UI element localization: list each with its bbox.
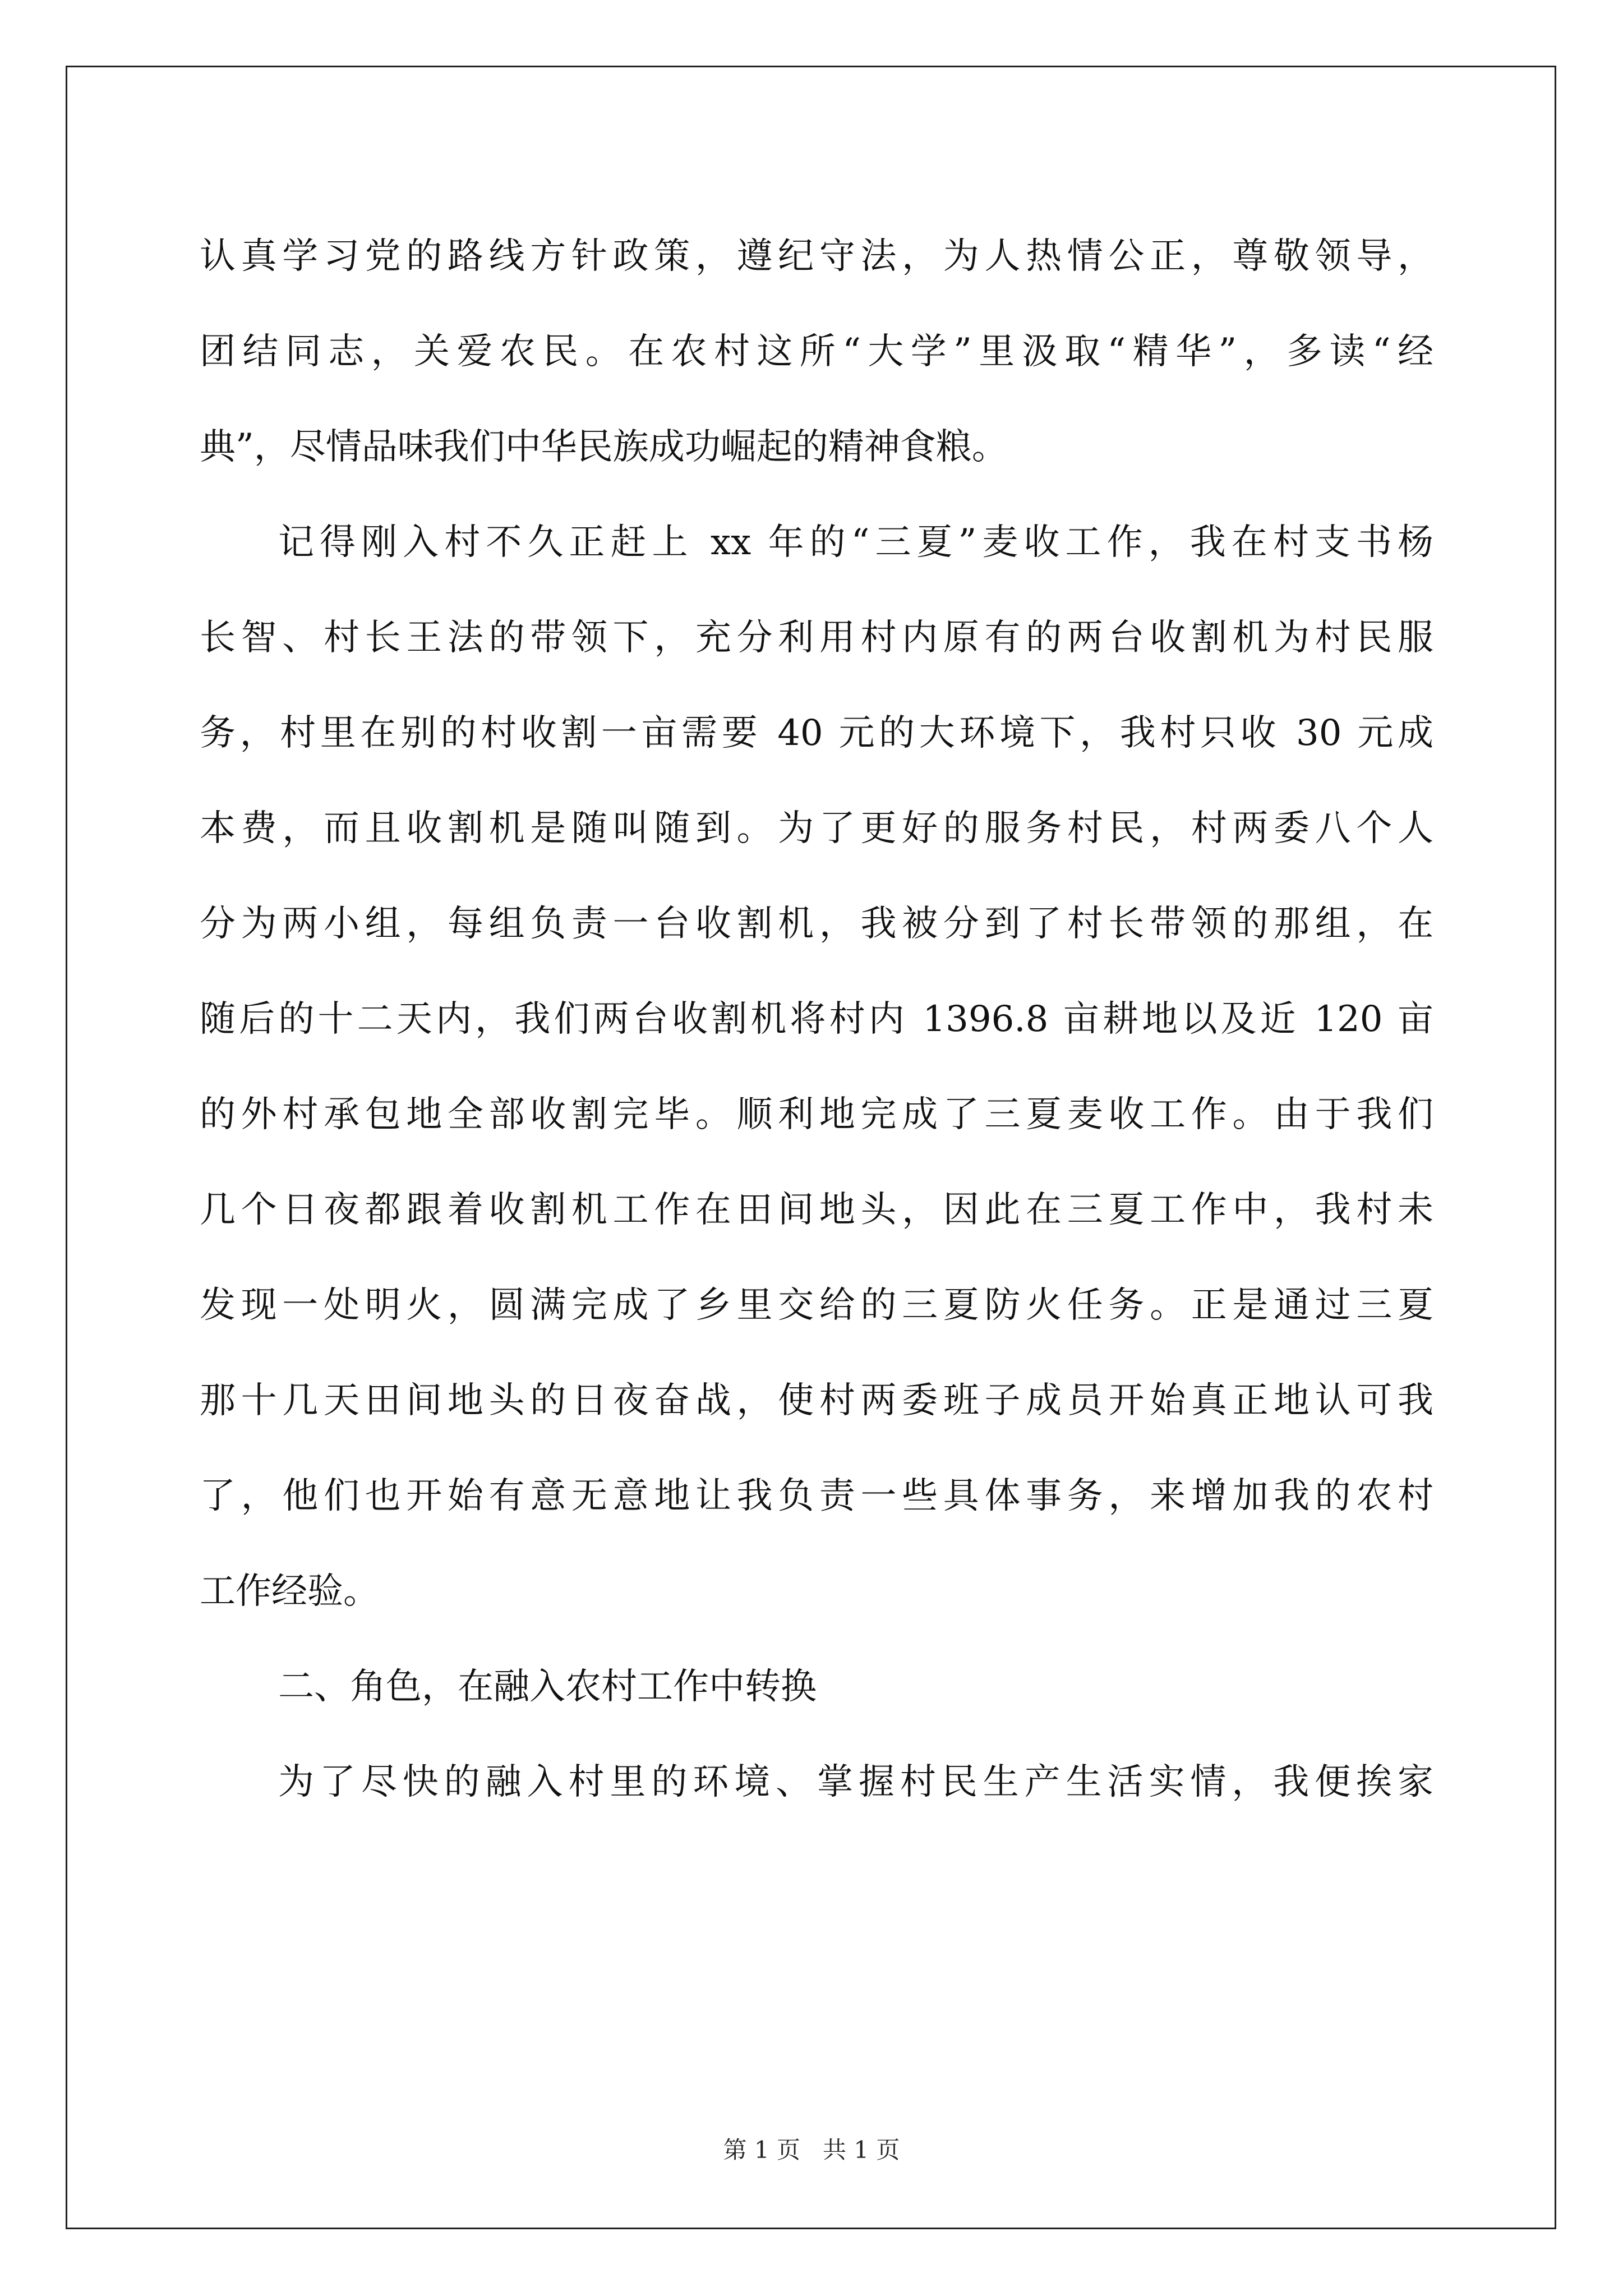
text-line: 典”，尽情品味我们中华民族成功崛起的精神食粮。 [200,426,1008,468]
text-line: 随后的十二天内，我们两台收割机将村内 1396.8 亩耕地以及近 120 亩 [200,999,1433,1040]
text-line: 的外村承包地全部收割完毕。顺利地完成了三夏麦收工作。由于我们 [200,1094,1433,1135]
text-line: 本费，而且收割机是随叫随到。为了更好的服务村民，村两委八个人 [200,808,1433,849]
page-footer [0,2136,1623,2164]
page-total: 共 1 页 [823,2136,900,2164]
text-line: 认真学习党的路线方针政策，遵纪守法，为人热情公正，尊敬领导， [200,236,1433,277]
text-line: 长智、村长王法的带领下，充分利用村内原有的两台收割机为村民服 [200,617,1433,659]
paragraph-first-line: 为了尽快的融入村里的环境、掌握村民生产生活实情，我便挨家 [278,1761,1433,1803]
text-line: 几个日夜都跟着收割机工作在田间地头，因此在三夏工作中，我村未 [200,1189,1433,1231]
document-body [200,209,1433,1830]
text-line: 了，他们也开始有意无意地让我负责一些具体事务，来增加我的农村 [200,1475,1433,1517]
text-line: 务，村里在别的村收割一亩需要 40 元的大环境下，我村只收 30 元成 [200,712,1433,754]
text-line: 工作经验。 [200,1571,379,1612]
section-heading: 二、角色，在融入农村工作中转换 [278,1666,817,1708]
page-number: 第 1 页 [723,2136,800,2164]
text-line: 发现一处明火，圆满完成了乡里交给的三夏防火任务。正是通过三夏 [200,1285,1433,1326]
paragraph-first-line: 记得刚入村不久正赶上 xx 年的“三夏”麦收工作，我在村支书杨 [278,522,1433,563]
text-line: 分为两小组，每组负责一台收割机，我被分到了村长带领的那组，在 [200,903,1433,945]
text-line: 那十几天田间地头的日夜奋战，使村两委班子成员开始真正地认可我 [200,1380,1433,1421]
text-line: 团结同志，关爱农民。在农村这所“大学”里汲取“精华”，多读“经 [200,331,1433,372]
